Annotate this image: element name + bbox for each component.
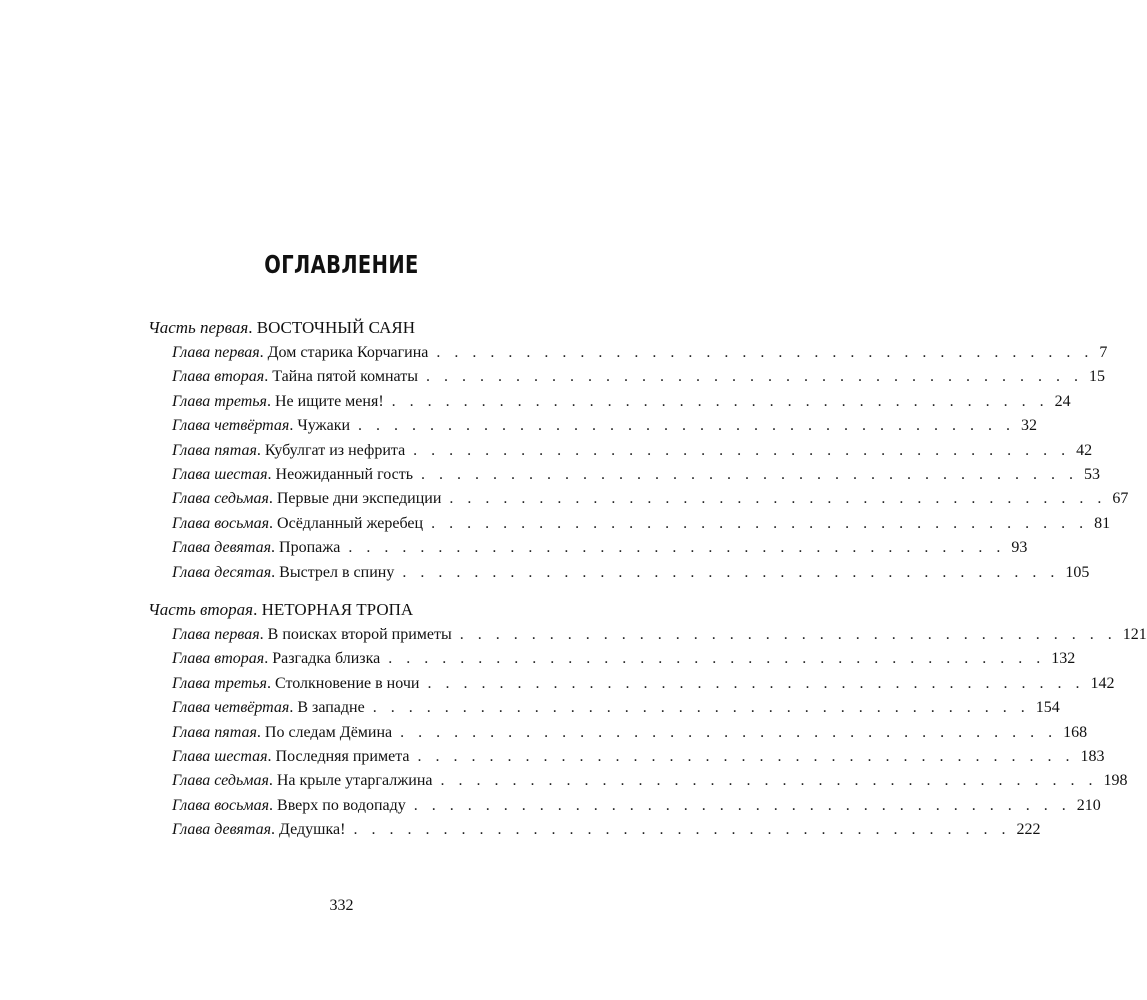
chapter-label: Глава девятая: [172, 539, 272, 557]
chapter-title: Первые дни экспедиции: [276, 490, 442, 508]
chapter-title: Дом старика Корчагина: [267, 344, 429, 361]
chapter-page: 93: [1011, 539, 1028, 557]
toc-entry: Глава пятая . По следам Дёмина . . . . . . . . . . . . . . . . . . . . . . . . . . . . . . . . . . . . . 168: [172, 722, 568, 746]
chapter-page: 53: [1084, 465, 1101, 483]
chapter-label: Глава четвёртая: [172, 417, 290, 435]
part-heading: Часть первая. ВОСТОЧНЫЙ САЯН: [148, 318, 415, 337]
chapter-page: 168: [1063, 723, 1088, 741]
chapter-page: 7: [1099, 344, 1108, 361]
dot-leader: . . . . . . . . . . . . . . . . . . . . . . . . . . . . . . . . . . . . .: [431, 514, 1089, 532]
part-title: НЕТОРНАЯ ТРОПА: [261, 600, 414, 619]
dot-leader: . . . . . . . . . . . . . . . . . . . . . . . . . . . . . . . . . . . . .: [358, 417, 1016, 435]
toc-entry: Глава вторая . Тайна пятой комнаты . . . . . . . . . . . . . . . . . . . . . . . . . . . . . . . . . . . . . 15: [172, 366, 568, 390]
part-label: Часть первая: [148, 318, 249, 337]
chapter-label: Глава вторая: [172, 650, 265, 668]
chapter-label: Глава третья: [172, 392, 267, 410]
toc-entry: Глава первая . Дом старика Корчагина . . . . . . . . . . . . . . . . . . . . . . . . . . . . . . . . . . . . . 7: [172, 342, 568, 366]
toc-entry: Глава третья . Столкновение в ночи . . . . . . . . . . . . . . . . . . . . . . . . . . . . . . . . . . . . . 142: [172, 673, 568, 697]
toc-entry: Глава девятая . Дедушка! . . . . . . . . . . . . . . . . . . . . . . . . . . . . . . . . . . . . . 222: [172, 819, 568, 843]
chapter-list: [172, 624, 1147, 844]
toc-entry: Глава вторая . Разгадка близка . . . . . . . . . . . . . . . . . . . . . . . . . . . . . . . . . . . . . 132: [172, 648, 568, 672]
chapter-label: Глава первая: [172, 626, 260, 643]
chapter-title: Вверх по водопаду: [277, 796, 406, 814]
dot-leader: . . . . . . . . . . . . . . . . . . . . . . . . . . . . . . . . . . . . .: [421, 465, 1079, 483]
chapter-label: Глава седьмая: [172, 772, 269, 790]
toc-entry: Глава седьмая . Первые дни экспедиции . . . . . . . . . . . . . . . . . . . . . . . . . . . . . . . . . . . . . 67: [172, 488, 568, 512]
chapter-page: 42: [1076, 441, 1093, 459]
chapter-title: Разгадка близка: [272, 650, 381, 668]
dot-leader: . . . . . . . . . . . . . . . . . . . . . . . . . . . . . . . . . . . . .: [413, 796, 1071, 814]
dot-leader: . . . . . . . . . . . . . . . . . . . . . . . . . . . . . . . . . . . . .: [425, 368, 1083, 386]
dot-leader: . . . . . . . . . . . . . . . . . . . . . . . . . . . . . . . . . . . . .: [400, 723, 1058, 741]
chapter-page: 67: [1112, 490, 1129, 508]
chapter-page: 24: [1054, 392, 1071, 410]
chapter-title: В западне: [297, 699, 365, 717]
part-heading: Часть вторая. НЕТОРНАЯ ТРОПА: [148, 600, 414, 619]
chapter-label: Глава восьмая: [172, 514, 270, 532]
chapter-title: Осёдланный жеребец: [277, 514, 424, 532]
chapter-label: Глава вторая: [172, 368, 265, 386]
chapter-title: Дедушка!: [279, 821, 346, 839]
chapter-title: На крыле утаргалжина: [276, 772, 433, 790]
toc-entry: Глава седьмая . На крыле утаргалжина . . . . . . . . . . . . . . . . . . . . . . . . . . . . . . . . . . . . . 198: [172, 770, 568, 794]
dot-leader: . . . . . . . . . . . . . . . . . . . . . . . . . . . . . . . . . . . . .: [372, 699, 1030, 717]
toc-entry: Глава десятая . Выстрел в спину . . . . . . . . . . . . . . . . . . . . . . . . . . . . . . . . . . . . . 105: [172, 562, 568, 586]
chapter-label: Глава первая: [172, 344, 260, 361]
chapter-title: По следам Дёмина: [264, 723, 393, 741]
chapter-label: Глава шестая: [172, 465, 268, 483]
toc-entry: Глава восьмая . Осёдланный жеребец . . . . . . . . . . . . . . . . . . . . . . . . . . . . . . . . . . . . . 81: [172, 513, 568, 537]
toc-entry: Глава девятая . Пропажа . . . . . . . . . . . . . . . . . . . . . . . . . . . . . . . . . . . . . 93: [172, 537, 568, 561]
chapter-title: Тайна пятой комнаты: [272, 368, 418, 386]
page-number: 332: [329, 897, 354, 914]
chapter-title: Столкновение в ночи: [274, 674, 420, 692]
toc-entry: Глава шестая . Неожиданный гость . . . . . . . . . . . . . . . . . . . . . . . . . . . . . . . . . . . . . 53: [172, 464, 568, 488]
chapter-label: Глава пятая: [172, 441, 257, 459]
chapter-label: Глава десятая: [172, 563, 272, 581]
chapter-title: В поисках второй приметы: [267, 626, 452, 643]
chapter-page: 15: [1088, 368, 1105, 386]
toc-entry: Глава четвёртая . Чужаки . . . . . . . . . . . . . . . . . . . . . . . . . . . . . . . . . . . . . 32: [172, 415, 568, 439]
toc-entry: Глава пятая . Кубулгат из нефрита . . . . . . . . . . . . . . . . . . . . . . . . . . . . . . . . . . . . . 42: [172, 440, 568, 464]
chapter-label: Глава девятая: [172, 821, 272, 839]
chapter-label: Глава восьмая: [172, 796, 270, 814]
chapter-title: Чужаки: [297, 417, 351, 435]
dot-leader: . . . . . . . . . . . . . . . . . . . . . . . . . . . . . . . . . . . . .: [459, 626, 1117, 643]
chapter-page: 222: [1016, 821, 1041, 839]
chapter-label: Глава пятая: [172, 723, 257, 741]
chapter-page: 121: [1122, 626, 1147, 643]
chapter-label: Глава четвёртая: [172, 699, 290, 717]
dot-leader: . . . . . . . . . . . . . . . . . . . . . . . . . . . . . . . . . . . . .: [391, 392, 1049, 410]
dot-leader: . . . . . . . . . . . . . . . . . . . . . . . . . . . . . . . . . . . . .: [427, 674, 1085, 692]
chapter-title: Не ищите меня!: [274, 392, 384, 410]
dot-leader: . . . . . . . . . . . . . . . . . . . . . . . . . . . . . . . . . . . . .: [449, 490, 1107, 508]
chapter-page: 105: [1065, 563, 1090, 581]
chapter-label: Глава шестая: [172, 747, 268, 765]
chapter-page: 32: [1021, 417, 1038, 435]
dot-leader: . . . . . . . . . . . . . . . . . . . . . . . . . . . . . . . . . . . . .: [436, 344, 1094, 361]
toc-entry: Глава третья . Не ищите меня! . . . . . . . . . . . . . . . . . . . . . . . . . . . . . . . . . . . . . 24: [172, 391, 568, 415]
chapter-title: Кубулгат из нефрита: [264, 441, 406, 459]
dot-leader: . . . . . . . . . . . . . . . . . . . . . . . . . . . . . . . . . . . . .: [417, 747, 1075, 765]
chapter-page: 81: [1094, 514, 1111, 532]
chapter-page: 132: [1051, 650, 1076, 668]
chapter-label: Глава третья: [172, 674, 267, 692]
chapter-page: 142: [1090, 674, 1115, 692]
chapter-title: Пропажа: [279, 539, 341, 557]
chapter-page: 154: [1035, 699, 1060, 717]
toc-entry: Глава шестая . Последняя примета . . . . . . . . . . . . . . . . . . . . . . . . . . . . . . . . . . . . . 183: [172, 746, 568, 770]
chapter-page: 198: [1103, 772, 1128, 790]
dot-leader: . . . . . . . . . . . . . . . . . . . . . . . . . . . . . . . . . . . . .: [440, 772, 1098, 790]
part-label: Часть вторая: [148, 600, 254, 619]
chapter-title: Последняя примета: [275, 747, 410, 765]
dot-leader: . . . . . . . . . . . . . . . . . . . . . . . . . . . . . . . . . . . . .: [388, 650, 1046, 668]
chapter-label: Глава седьмая: [172, 490, 269, 508]
toc-entry: Глава первая . В поисках второй приметы . . . . . . . . . . . . . . . . . . . . . . . . . . . . . . . . . . . . . 121: [172, 624, 568, 648]
chapter-title: Выстрел в спину: [279, 563, 395, 581]
chapter-list: [172, 342, 1129, 586]
dot-leader: . . . . . . . . . . . . . . . . . . . . . . . . . . . . . . . . . . . . .: [402, 563, 1060, 581]
chapter-page: 210: [1076, 796, 1101, 814]
chapter-page: 183: [1080, 747, 1105, 765]
dot-leader: . . . . . . . . . . . . . . . . . . . . . . . . . . . . . . . . . . . . .: [353, 821, 1011, 839]
toc-entry: Глава четвёртая . В западне . . . . . . . . . . . . . . . . . . . . . . . . . . . . . . . . . . . . . 154: [172, 697, 568, 721]
toc-entry: Глава восьмая . Вверх по водопаду . . . . . . . . . . . . . . . . . . . . . . . . . . . . . . . . . . . . . 210: [172, 795, 568, 819]
chapter-title: Неожиданный гость: [275, 465, 414, 483]
dot-leader: . . . . . . . . . . . . . . . . . . . . . . . . . . . . . . . . . . . . .: [348, 539, 1006, 557]
part-title: ВОСТОЧНЫЙ САЯН: [256, 318, 415, 337]
page-title: ОГЛАВЛЕНИЕ: [264, 250, 419, 279]
dot-leader: . . . . . . . . . . . . . . . . . . . . . . . . . . . . . . . . . . . . .: [413, 441, 1071, 459]
